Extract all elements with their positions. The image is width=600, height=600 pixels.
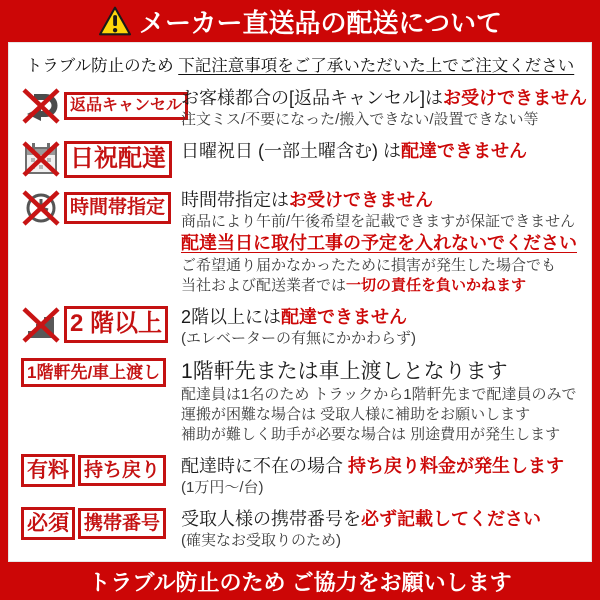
emphasis-text: 必ず記載してください bbox=[361, 508, 541, 529]
stamp-column bbox=[21, 188, 173, 228]
text-segment: 配達時に不在の場合 bbox=[181, 455, 349, 476]
emphasis-text: お受けできません bbox=[289, 190, 433, 211]
stamp-label: 日祝配達 bbox=[64, 141, 172, 178]
text-segment: 配達員は1名のため トラックから1階軒先まで配達員のみで bbox=[181, 385, 577, 403]
stamp-label: 必須 bbox=[21, 507, 75, 541]
row-line bbox=[181, 212, 579, 232]
text-segment: ご希望通り届かなかったために損害が発生した場合でも bbox=[181, 256, 557, 274]
clock-icon bbox=[21, 188, 61, 228]
emphasis-text: お受けできません bbox=[443, 88, 588, 108]
stamp-column bbox=[21, 507, 173, 541]
text-segment: 補助が難しく助手が必要な場合は 別途費用が発生します bbox=[181, 425, 561, 443]
row-line bbox=[181, 232, 579, 255]
stamp-label: 有料 bbox=[21, 454, 75, 488]
intro-prefix: トラブル防止のため bbox=[25, 57, 179, 75]
row-line bbox=[181, 508, 579, 531]
stamp-label: 1階軒先/車上渡し bbox=[21, 358, 166, 387]
row-line bbox=[181, 359, 579, 385]
footer-text: トラブル防止のため ご協力をお願いします bbox=[88, 569, 512, 595]
warning-triangle-icon bbox=[98, 6, 132, 36]
notice-row bbox=[21, 454, 579, 498]
stamp-column bbox=[21, 358, 173, 387]
stamp-column bbox=[21, 86, 183, 126]
notice-sheet bbox=[8, 42, 592, 562]
row-line bbox=[181, 306, 579, 329]
row-line bbox=[181, 140, 579, 163]
row-line bbox=[181, 531, 579, 551]
emphasis-text: 配達できません bbox=[401, 141, 527, 162]
text-segment: 2階以上には bbox=[181, 306, 282, 327]
row-line bbox=[181, 425, 579, 445]
row-line bbox=[181, 110, 579, 130]
text-segment: (エレベーターの有無にかかわらず) bbox=[181, 329, 416, 347]
row-text bbox=[181, 358, 579, 445]
emphasis-text: 配達できません bbox=[281, 306, 408, 327]
intro-underlined: 下記注意事項をご了承いただいた上でご注文ください bbox=[178, 57, 575, 75]
row-text bbox=[181, 139, 579, 163]
notice-row bbox=[21, 305, 579, 349]
return-arrow-icon bbox=[21, 86, 61, 126]
stamp-label: 携帯番号 bbox=[78, 508, 166, 539]
row-line bbox=[181, 256, 579, 276]
header-bar bbox=[0, 0, 600, 42]
row-line bbox=[181, 478, 579, 498]
row-text bbox=[181, 86, 588, 130]
text-segment: 当社および配送業者では bbox=[181, 276, 347, 294]
text-segment: 時間帯指定は bbox=[181, 190, 289, 211]
intro-line bbox=[9, 52, 591, 76]
row-text bbox=[181, 305, 579, 349]
notice-row bbox=[21, 188, 579, 296]
row-line bbox=[181, 455, 579, 478]
stamp-label: 2 階以上 bbox=[64, 306, 168, 343]
text-segment: 商品により午前/午後希望を記載できますが保証できません bbox=[181, 213, 576, 231]
row-line bbox=[181, 329, 579, 349]
stairs-icon bbox=[21, 305, 61, 345]
text-segment: 注文ミス/不要になった/搬入できない/設置できない等 bbox=[181, 111, 539, 129]
page-title: メーカー直送品の配送について bbox=[139, 7, 502, 38]
notice-row bbox=[21, 358, 579, 445]
row-line bbox=[181, 189, 579, 212]
stamp-column bbox=[21, 139, 173, 179]
stamp-label: 返品キャンセル bbox=[64, 92, 188, 120]
calendar-icon bbox=[21, 139, 61, 179]
row-text bbox=[181, 454, 579, 498]
stamp-column bbox=[21, 305, 173, 345]
row-line bbox=[181, 385, 579, 405]
notice-row bbox=[21, 139, 579, 179]
stamp-column bbox=[21, 454, 173, 488]
row-line bbox=[181, 405, 579, 425]
row-text bbox=[181, 188, 579, 296]
footer-bar bbox=[0, 562, 600, 600]
text-segment: お客様都合の[返品キャンセル]は bbox=[181, 88, 444, 108]
text-segment: 受取人様の携帯番号を bbox=[181, 508, 361, 529]
text-segment: 日曜祝日 (一部土曜含む) は bbox=[181, 141, 401, 162]
text-segment: (確実なお受取りのため) bbox=[181, 532, 341, 549]
notice-rows bbox=[9, 76, 591, 551]
row-line bbox=[181, 276, 579, 296]
emphasis-text: 配達当日に取付工事の予定を入れないでください bbox=[181, 233, 577, 254]
emphasis-text: 一切の責任を負いかねます bbox=[346, 276, 527, 294]
text-segment: 1階軒先または車上渡しとなります bbox=[181, 359, 508, 383]
stamp-label: 時間帯指定 bbox=[64, 192, 171, 223]
row-text bbox=[181, 507, 579, 551]
notice-row bbox=[21, 507, 579, 551]
notice-row bbox=[21, 86, 588, 130]
text-segment: 運搬が困難な場合は 受取人様に補助をお願いします bbox=[181, 405, 531, 423]
stamp-label: 持ち戻り bbox=[78, 455, 166, 486]
emphasis-text: 持ち戻り料金が発生します bbox=[348, 455, 565, 476]
text-segment: (1万円〜/台) bbox=[181, 478, 264, 496]
row-line bbox=[181, 87, 588, 110]
